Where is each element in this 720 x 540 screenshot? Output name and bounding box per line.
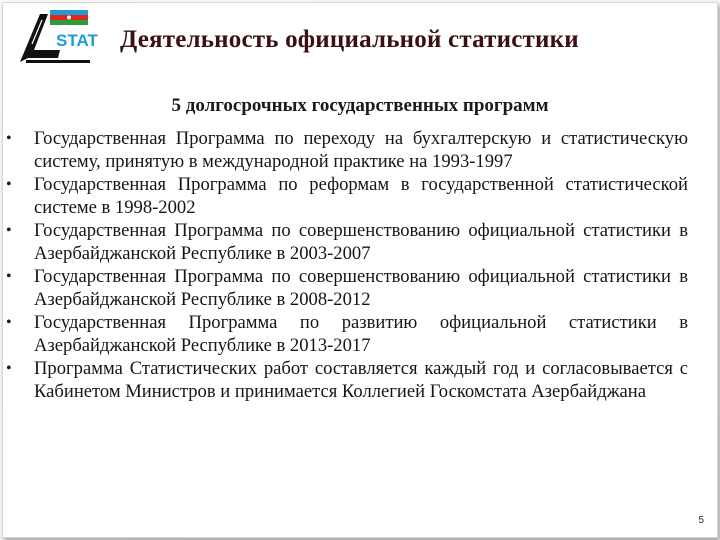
list-item [4,265,688,311]
list-item [4,311,688,357]
bullet-icon: • [6,268,12,285]
list-item-text: Государственная Программа по переходу на бухгалтерскую и статистическую систему, принятую в международной практике на 1993-1997 [34,128,688,172]
list-item-text: Государственная Программа по реформам в государственной статистической системе в 1998-2002 [34,174,688,218]
list-item [4,357,688,403]
logo-text: STAT [56,31,98,50]
bullet-icon: • [6,176,12,193]
program-list [4,127,688,403]
slide-title: Деятельность официальной статистики [120,26,579,53]
list-item-text: Государственная Программа по совершенствованию официальной статистики в Азербайджанской Республике в 2003-2007 [34,220,688,264]
bullet-icon: • [6,314,12,331]
list-item-text: Государственная Программа по совершенствованию официальной статистики в Азербайджанской Республике в 2008-2012 [34,266,688,310]
list-item [4,173,688,219]
bullet-icon: • [6,130,12,147]
bullet-icon: • [6,222,12,239]
list-item-text: Государственная Программа по развитию официальной статистики в Азербайджанской Республике в 2013-2017 [34,312,688,356]
list-item [4,219,688,265]
page-number: 5 [698,515,704,526]
list-item [4,127,688,173]
slide-subtitle: 5 долгосрочных государственных программ [171,95,549,116]
bullet-icon: • [6,360,12,377]
list-item-text: Программа Статистических работ составляется каждый год и согласовывается с Кабинетом Министров и принимается Коллегией Госкомстата Азербайджана [34,358,688,402]
azstat-logo [14,4,114,66]
